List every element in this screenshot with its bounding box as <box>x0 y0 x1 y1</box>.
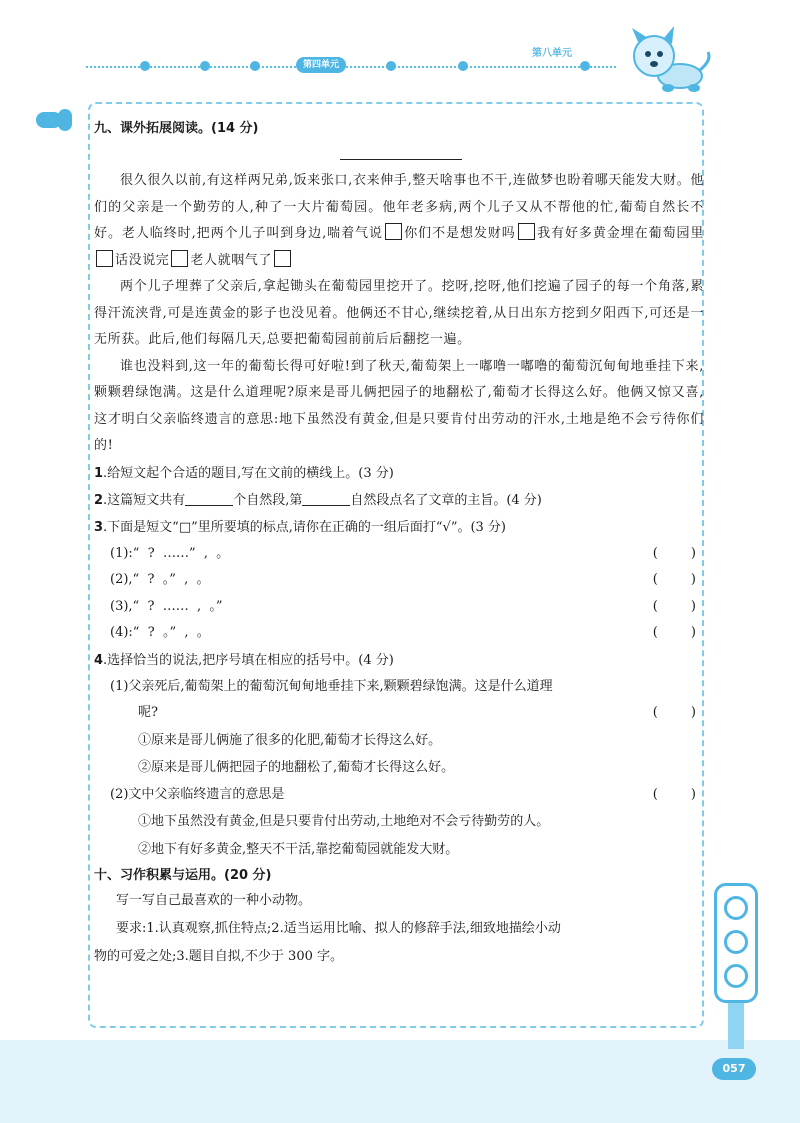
punctuation-box[interactable] <box>274 250 291 267</box>
page-number: 057 <box>712 1058 756 1080</box>
header-dotted-line <box>86 66 616 68</box>
answer-paren[interactable]: ( ) <box>652 572 696 587</box>
q3-option: (3),“ ? …… , 。” ( ) <box>94 594 704 621</box>
q3-option: (1):“ ? ……” , 。 ( ) <box>94 541 704 568</box>
question-4: 4.选择恰当的说法,把序号填在相应的括号中。(4 分) <box>94 652 394 668</box>
traffic-light-icon <box>714 883 758 1003</box>
section10-title: 十、习作积累与运用。(20 分) <box>94 868 272 883</box>
traffic-light-stem <box>728 1003 744 1049</box>
answer-blank[interactable] <box>302 492 350 506</box>
traffic-light-circle <box>724 964 748 988</box>
q4-choice: ①地下虽然没有黄金,但是只要肯付出劳动,土地绝对不会亏待勤劳的人。 <box>138 814 550 829</box>
passage-paragraph-3: 谁也没料到,这一年的葡萄长得可好啦!到了秋天,葡萄架上一嘟噜一嘟噜的葡萄沉甸甸地垂挂下来,颗颗碧绿饱满。这是什么道理呢?原来是哥儿俩把园子的地翻松了,葡萄才长得这么好。他俩又惊又喜,这才明白父亲临终遗言的意思:地下虽然没有黄金,但是只要肯付出劳动的汗水,土地是绝不会亏待你们的! <box>94 358 704 453</box>
essay-requirements: 要求:1.认真观察,抓住特点;2.适当运用比喻、拟人的修辞手法,细致地描绘小动 <box>116 921 561 936</box>
answer-paren[interactable]: ( ) <box>652 545 696 561</box>
q4-choice: ②地下有好多黄金,整天不干活,靠挖葡萄园就能发大财。 <box>138 841 459 857</box>
q4-sub1-line2: 呢? ( ) <box>94 700 704 727</box>
passage-paragraph-1: 很久很久以前,有这样两兄弟,饭来张口,衣来伸手,整天啥事也不干,连做梦也盼着哪天能发大财。他们的父亲是一个勤劳的人,种了一大片葡萄园。他年老多病,两个儿子又从不帮他的忙,葡萄自然长不好。老人临终时,把两个儿子叫到身边,喘着气说 你们不是想发财吗 我有好多黄金埋在葡萄园里话没说完 老人就咽气了 <box>94 173 705 268</box>
q3-option: (4):“ ? 。” , 。 ( ) <box>94 620 704 647</box>
question-1: 1.给短文起个合适的题目,写在文前的横线上。(3 分) <box>94 465 394 481</box>
footer-band <box>0 1040 800 1123</box>
punctuation-box[interactable] <box>518 223 535 240</box>
punctuation-box[interactable] <box>385 223 402 240</box>
worksheet-content <box>94 118 704 971</box>
header-bead <box>386 61 396 71</box>
question-3: 3.下面是短文“□”里所要填的标点,请你在正确的一组后面打“√”。(3 分) <box>94 519 507 535</box>
essay-prompt: 写一写自己最喜欢的一种小动物。 <box>116 893 312 908</box>
q3-option: (2),“ ? 。” , 。 ( ) <box>94 567 704 594</box>
punctuation-box[interactable] <box>171 250 188 267</box>
q4-choice: ②原来是哥儿俩把园子的地翻松了,葡萄才长得这么好。 <box>138 760 455 775</box>
answer-paren[interactable]: ( ) <box>652 786 696 802</box>
header-bead <box>140 61 150 71</box>
essay-requirements-cont: 物的可爱之处;3.题目自拟,不少于 300 字。 <box>94 949 343 964</box>
punctuation-box[interactable] <box>96 250 113 267</box>
q4-sub2-line1: (2)文中父亲临终遗言的意思是 ( ) <box>94 782 704 809</box>
answer-paren[interactable]: ( ) <box>652 705 696 720</box>
header-bead <box>200 61 210 71</box>
unit-badge: 第四单元 <box>296 57 346 73</box>
question-2: 2.这篇短文共有 个自然段,第 自然段点名了文章的主旨。(4 分) <box>94 492 542 508</box>
title-answer-line[interactable] <box>340 159 462 160</box>
answer-paren[interactable]: ( ) <box>652 625 696 640</box>
q4-sub1-line1: (1)父亲死后,葡萄架上的葡萄沉甸甸地垂挂下来,颗颗碧绿饱满。这是什么道理 <box>110 678 553 694</box>
header-bead <box>458 61 468 71</box>
header-bead <box>250 61 260 71</box>
traffic-light-circle <box>724 896 748 920</box>
answer-blank[interactable] <box>185 492 233 506</box>
passage-paragraph-2: 两个儿子埋葬了父亲后,拿起锄头在葡萄园里挖开了。挖呀,挖呀,他们挖遍了园子的每一个角落,累得汗流浃背,可是连黄金的影子也没见着。他俩还不甘心,继续挖着,从日出东方挖到夕阳西下,可还是一无所获。此后,他们每隔几天,总要把葡萄园前前后后翻挖一遍。 <box>94 279 704 347</box>
unit-label-right: 第八单元 <box>532 48 572 59</box>
puppy-mascot-icon <box>622 26 714 96</box>
section9-title: 九、课外拓展阅读。(14 分) <box>94 121 259 136</box>
header-bead <box>580 61 590 71</box>
frame-tab-knob <box>58 109 72 131</box>
answer-paren[interactable]: ( ) <box>652 598 696 614</box>
q4-choice: ①原来是哥儿俩施了很多的化肥,葡萄才长得这么好。 <box>138 732 442 748</box>
traffic-light-circle <box>724 930 748 954</box>
